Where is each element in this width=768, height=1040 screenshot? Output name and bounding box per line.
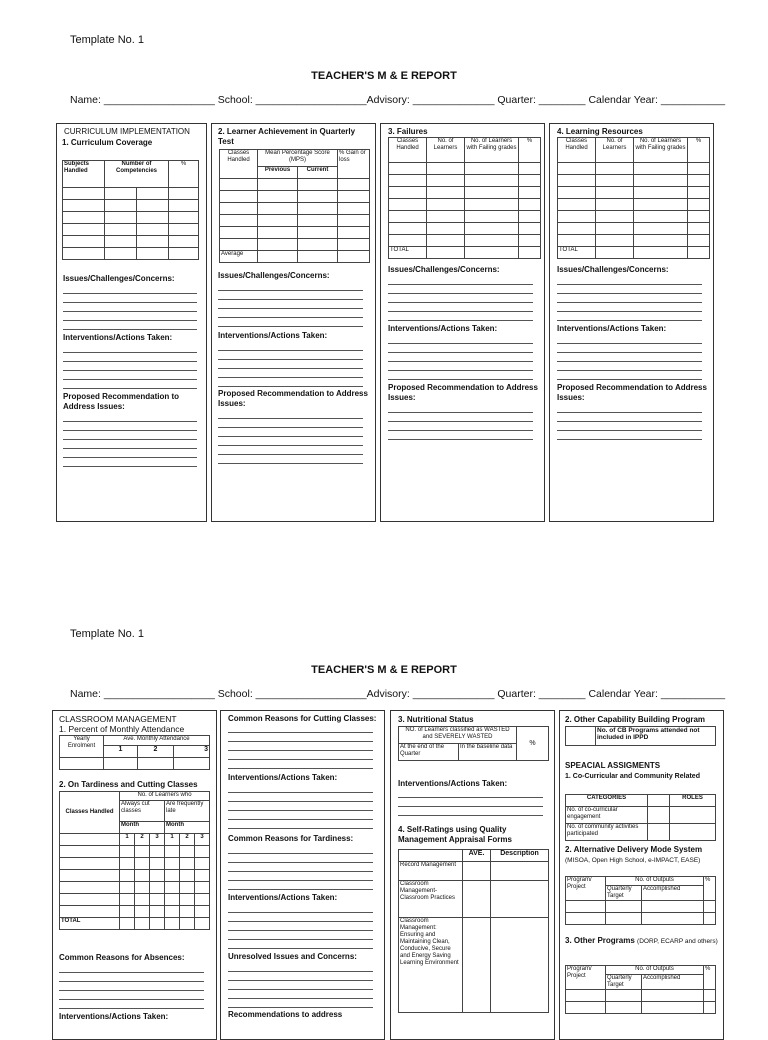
th-cb: No. of CB Programs attended not included in IPPD — [596, 727, 716, 746]
issues-lines[interactable] — [388, 276, 533, 321]
resources-heading: 4. Learning Resources — [557, 127, 643, 136]
unresolved-label: Unresolved Issues and Concerns: — [228, 952, 357, 961]
nutrition-heading: 3. Nutritional Status — [398, 715, 474, 724]
report-header-fields: Name: ___________________ School: ___________________Advisory: ______________ Quarter: ________ Calendar Year: ___________ — [70, 688, 726, 700]
month-1: 1 — [165, 834, 180, 846]
other-programs-table — [565, 965, 716, 1014]
th-ave: AVE. — [463, 850, 491, 862]
interventions-lines[interactable] — [63, 344, 197, 389]
th-classes: Classes Handled — [60, 792, 120, 834]
tardiness-lines[interactable] — [228, 845, 373, 890]
proposed-label: Proposed Recommendation to Address Issues: — [63, 392, 180, 411]
row-cocurricular: No. of co-curricular engagement — [566, 807, 648, 824]
failures-table — [388, 137, 541, 259]
interventions-lines[interactable] — [557, 335, 702, 380]
th-current: Current — [298, 167, 338, 179]
issues-lines[interactable] — [218, 282, 363, 327]
ads-table — [565, 876, 716, 925]
interventions-label: Interventions/Actions Taken: — [59, 1012, 169, 1021]
unresolved-lines[interactable] — [228, 963, 373, 1008]
th-classified: NO. of Learners classified as WASTED and SEVERELY WASTED — [399, 727, 517, 744]
month-2: 2 — [135, 834, 150, 846]
absences-lines[interactable] — [59, 964, 204, 1009]
absences-label: Common Reasons for Absences: — [59, 953, 185, 962]
interventions-lines[interactable] — [398, 789, 543, 816]
issues-label: Issues/Challenges/Concerns: — [557, 265, 669, 274]
th-competencies: Number of Competencies — [105, 161, 169, 188]
proposed-label: Proposed Recommendation to Address Issues: — [388, 383, 538, 402]
th-learners: No. of Learners — [427, 138, 465, 163]
th-month-b: Month — [165, 822, 210, 834]
other-programs-title: 3. Other Programs — [565, 936, 635, 945]
th-classes: Classes Handled — [220, 150, 258, 179]
th-classes: Classes Handled — [558, 138, 596, 163]
month-2: 2 — [138, 746, 174, 758]
proposed-label: Proposed Recommendation to Address Issues: — [557, 383, 707, 402]
proposed-lines[interactable] — [557, 404, 702, 440]
th-classes: Classes Handled — [389, 138, 427, 163]
report-header-fields: Name: ___________________ School: ___________________Advisory: ______________ Quarter: ________ Calendar Year: ___________ — [70, 94, 726, 106]
th-always-cut: Always cut classes — [120, 801, 165, 822]
th-pct: % — [688, 138, 710, 163]
th-roles: ROLES — [670, 795, 716, 807]
classroom-heading: CLASSROOM MANAGEMENT — [59, 714, 177, 724]
total-cell: TOTAL — [389, 247, 427, 259]
month-3: 3 — [174, 746, 210, 758]
th-accomplished: Accomplished — [642, 886, 704, 901]
interventions-lines[interactable] — [228, 784, 373, 829]
categories-table — [565, 794, 716, 841]
th-pct: % — [704, 966, 716, 990]
th-baseline: In the baseline data — [459, 744, 517, 761]
ads-subheading: (MISOA, Open High School, e-IMPACT, EASE) — [565, 857, 701, 864]
row-record: Record Management — [399, 862, 463, 881]
achievement-heading: 2. Learner Achievement in Quarterly Test — [218, 127, 356, 146]
th-pct: % — [519, 138, 541, 163]
curriculum-coverage-heading: 1. Curriculum Coverage — [62, 138, 153, 147]
th-pct: % — [169, 161, 199, 188]
nutrition-table — [398, 726, 549, 761]
interventions-label: Interventions/Actions Taken: — [228, 773, 338, 782]
average-cell: Average — [220, 251, 258, 263]
th-ave: Ave. Monthly Attendance — [104, 736, 210, 746]
total-cell: TOTAL — [558, 247, 596, 259]
cutting-lines[interactable] — [228, 724, 373, 769]
interventions-lines[interactable] — [388, 335, 533, 380]
resources-table — [557, 137, 710, 259]
row-environment: Classroom Management: Ensuring and Maintaining Clean, Conducive, Secure and Energy Saving Learning Environment — [399, 918, 463, 1013]
other-programs-sub: (DORP, ECARP and others) — [637, 938, 718, 945]
cb-table — [565, 726, 716, 746]
tardiness-reasons-label: Common Reasons for Tardiness: — [228, 834, 354, 843]
th-previous: Previous — [258, 167, 298, 179]
th-desc: Description — [491, 850, 549, 862]
th-accomplished: Accomplished — [642, 975, 704, 990]
th-learners-who: No. of Learners who — [120, 792, 210, 801]
issues-label: Issues/Challenges/Concerns: — [388, 265, 500, 274]
other-programs-heading — [565, 936, 718, 947]
self-rating-heading: 4. Self-Ratings using Quality Management Appraisal Forms — [398, 825, 512, 844]
th-failing: No. of Learners with Failing grades — [634, 138, 688, 163]
th-end: At the end of the Quarter — [399, 744, 459, 761]
issues-label: Issues/Challenges/Concerns: — [63, 274, 175, 283]
self-rating-table — [398, 849, 549, 1013]
th-pct: % — [517, 727, 549, 761]
proposed-label: Proposed Recommendation to Address Issues: — [218, 389, 368, 408]
tardiness-table — [59, 791, 210, 930]
th-quarterly: Quarterly Target — [606, 975, 642, 990]
attendance-heading: 1. Percent of Monthly Attendance — [59, 724, 185, 734]
proposed-lines[interactable] — [388, 404, 533, 440]
recommendations-label: Recommendations to address — [228, 1010, 343, 1019]
row-community: No. of community activities participated — [566, 824, 648, 841]
interventions-label-2: Interventions/Actions Taken: — [228, 893, 338, 902]
th-frequently: Are frequently late — [165, 801, 210, 822]
report-title: TEACHER'S M & E REPORT — [311, 70, 457, 82]
proposed-lines[interactable] — [63, 413, 197, 467]
interventions-label: Interventions/Actions Taken: — [388, 324, 498, 333]
report-title: TEACHER'S M & E REPORT — [311, 664, 457, 676]
th-yearly: Yearly Enrolment — [60, 736, 104, 758]
issues-label: Issues/Challenges/Concerns: — [218, 271, 330, 280]
template-number: Template No. 1 — [70, 34, 144, 46]
th-program: Program/ Project — [566, 877, 606, 901]
attendance-table — [59, 735, 210, 770]
interventions-lines[interactable] — [218, 342, 363, 387]
cocurricular-heading: 1. Co-Curricular and Community Related — [565, 773, 700, 780]
th-gain: % Gain or loss — [338, 150, 370, 179]
achievement-table — [219, 149, 370, 263]
issues-lines[interactable] — [557, 276, 702, 321]
th-outputs: No. of Outputs — [606, 877, 704, 886]
th-outputs: No. of Outputs — [606, 966, 704, 975]
cutting-label: Common Reasons for Cutting Classes: — [228, 714, 377, 723]
th-learners: No. of Learners — [596, 138, 634, 163]
month-1: 1 — [120, 834, 135, 846]
interventions-label: Interventions/Actions Taken: — [557, 324, 667, 333]
total-cell: TOTAL — [60, 918, 120, 930]
interventions-lines-2[interactable] — [228, 904, 373, 949]
interventions-label: Interventions/Actions Taken: — [218, 331, 328, 340]
th-month-a: Month — [120, 822, 165, 834]
curriculum-coverage-table — [62, 160, 199, 260]
failures-heading: 3. Failures — [388, 127, 428, 136]
th-pct: % — [704, 877, 716, 901]
th-mps: Mean Percentage Score (MPS) — [258, 150, 338, 167]
issues-lines[interactable] — [63, 285, 197, 330]
month-3: 3 — [195, 834, 210, 846]
month-3: 3 — [150, 834, 165, 846]
th-subjects: Subjects Handled — [63, 161, 105, 188]
special-heading: SPEACIAL ASSIGMENTS — [565, 761, 661, 770]
th-program: Program/ Project — [566, 966, 606, 990]
row-practices: Classroom Management- Classroom Practices — [399, 881, 463, 918]
th-failing: No. of Learners with Failing grades — [465, 138, 519, 163]
curriculum-heading: CURRICULUM IMPLEMENTATION — [64, 127, 190, 136]
month-1: 1 — [104, 746, 138, 758]
capability-heading: 2. Other Capability Building Program — [565, 715, 706, 724]
template-number: Template No. 1 — [70, 628, 144, 640]
th-quarterly: Quarterly Target — [606, 886, 642, 901]
th-categories: CATEGORIES — [566, 795, 648, 807]
proposed-lines[interactable] — [218, 410, 363, 464]
interventions-label: Interventions/Actions Taken: — [63, 333, 173, 342]
ads-heading: 2. Alternative Delivery Mode System — [565, 845, 703, 854]
month-2: 2 — [180, 834, 195, 846]
tardiness-heading: 2. On Tardiness and Cutting Classes — [59, 780, 198, 789]
interventions-label: Interventions/Actions Taken: — [398, 779, 508, 788]
